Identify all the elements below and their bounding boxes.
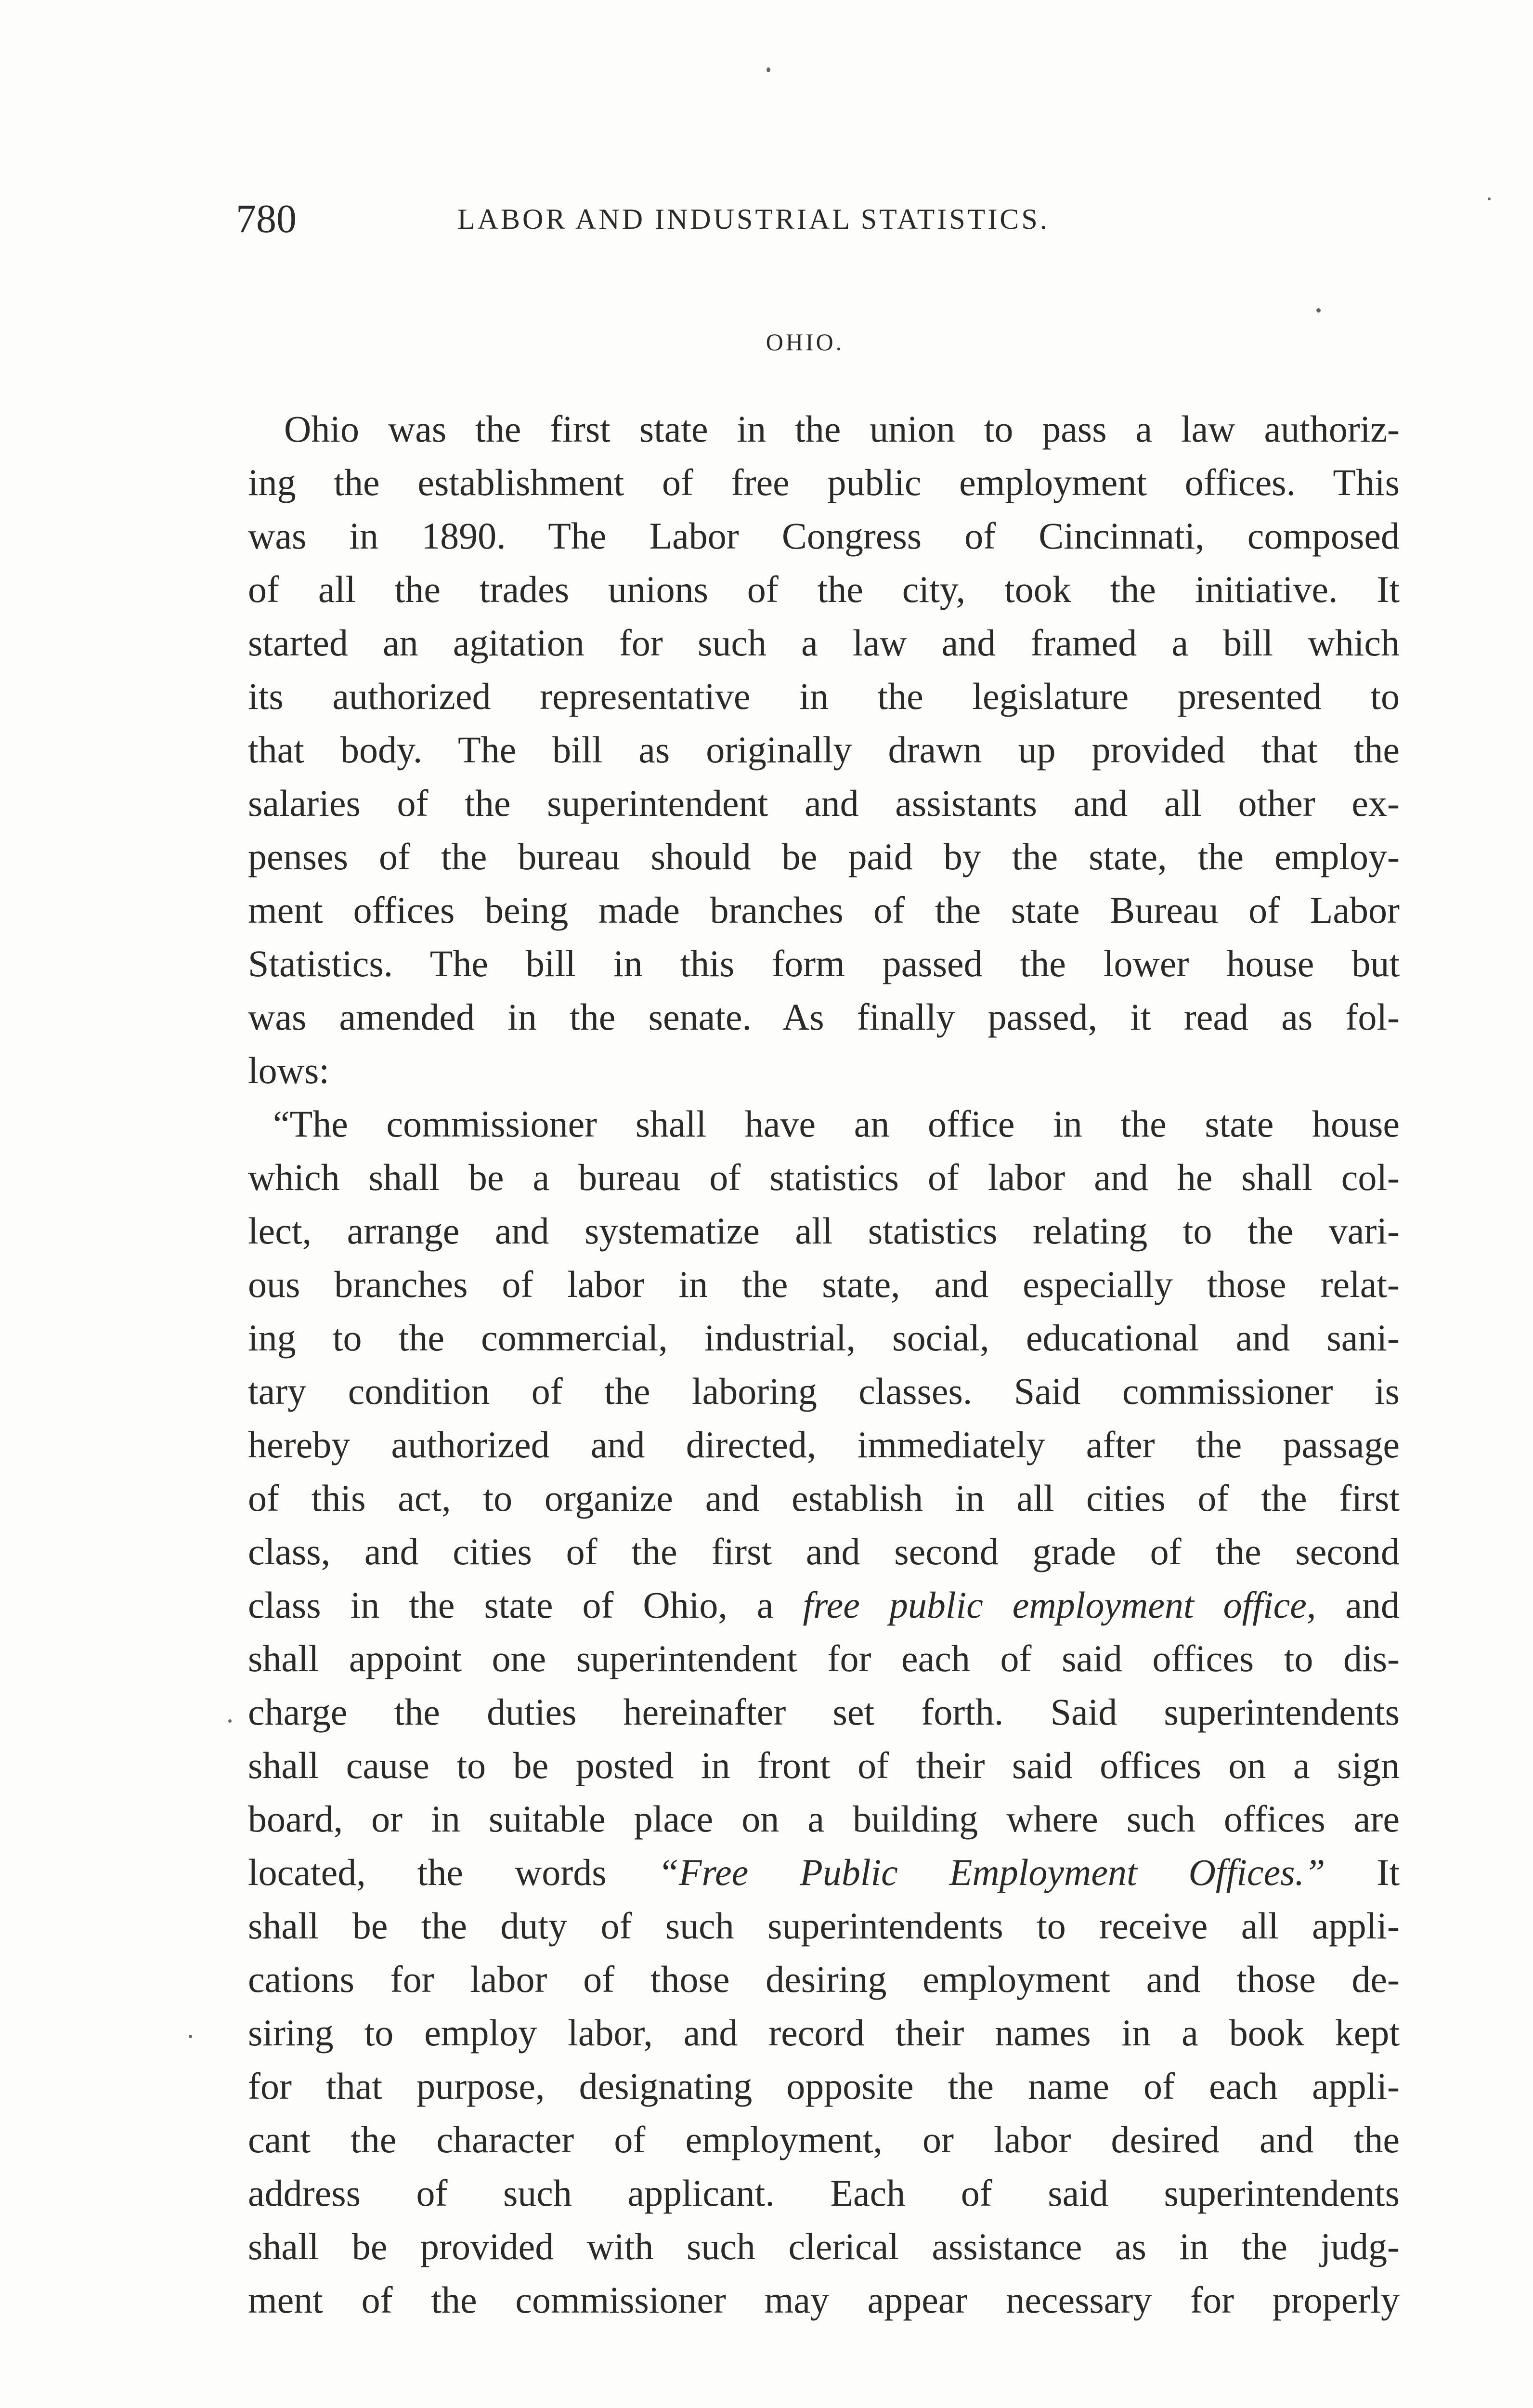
- section-heading: OHIO.: [766, 328, 844, 355]
- paper-speck: [1488, 197, 1491, 200]
- text-line: charge the duties hereinafter set forth. Said superintendents: [248, 1691, 1400, 1733]
- text-line: was in 1890. The Labor Congress of Cincinnati, composed: [248, 515, 1400, 557]
- italic-phrase: free public employment office,: [803, 1584, 1316, 1626]
- text-segment: It: [1377, 1851, 1400, 1893]
- text-line: penses of the bureau should be paid by the state, the employ-: [248, 836, 1400, 877]
- text-line: shall cause to be posted in front of their said offices on a sign: [248, 1744, 1400, 1786]
- paper-speck: [766, 67, 770, 72]
- text-line: of all the trades unions of the city, took the initiative. It: [248, 568, 1400, 610]
- paper-speck: [189, 2035, 192, 2038]
- text-line: its authorized representative in the legislature presented to: [248, 675, 1400, 717]
- paper-speck: [1316, 308, 1321, 313]
- text-line: tary condition of the laboring classes. Said commissioner is: [248, 1370, 1400, 1412]
- italic-phrase: “Free Public Employment Offices.”: [658, 1851, 1325, 1893]
- page-number: 780: [236, 196, 297, 241]
- text-segment: class in the state of Ohio, a: [248, 1584, 774, 1626]
- text-line: shall be the duty of such superintendents to receive all appli-: [248, 1905, 1400, 1947]
- text-line: ment offices being made branches of the state Bureau of Labor: [248, 889, 1400, 931]
- text-line-with-italic: [248, 1845, 1400, 1899]
- text-segment: located, the words: [248, 1851, 607, 1893]
- text-line: “The commissioner shall have an office in the state house: [273, 1103, 1400, 1145]
- text-line: class, and cities of the first and second grade of the second: [248, 1531, 1400, 1572]
- text-line: salaries of the superintendent and assistants and all other ex-: [248, 782, 1400, 824]
- text-line: started an agitation for such a law and framed a bill which: [248, 622, 1400, 664]
- text-line: ous branches of labor in the state, and especially those relat-: [248, 1263, 1400, 1305]
- text-line: ing the establishment of free public employment offices. This: [248, 461, 1400, 503]
- body-text: [248, 402, 1400, 2327]
- text-line: of this act, to organize and establish in all cities of the first: [248, 1477, 1400, 1519]
- text-line: for that purpose, designating opposite the name of each appli-: [248, 2065, 1400, 2107]
- text-line-with-italic: [248, 1578, 1400, 1632]
- text-line: cant the character of employment, or labor desired and the: [248, 2119, 1400, 2160]
- text-line: that body. The bill as originally drawn up provided that the: [248, 729, 1400, 771]
- running-header: [236, 193, 1401, 246]
- text-line: address of such applicant. Each of said superintendents: [248, 2172, 1400, 2214]
- text-line: hereby authorized and directed, immediately after the passage: [248, 1424, 1400, 1466]
- text-line: lect, arrange and systematize all statistics relating to the vari-: [248, 1210, 1400, 1252]
- text-segment: and: [1345, 1584, 1400, 1626]
- text-line: lows:: [248, 1049, 330, 1091]
- text-line: shall appoint one superintendent for each of said offices to dis-: [248, 1637, 1400, 1679]
- text-line: ment of the commissioner may appear necessary for properly: [248, 2279, 1400, 2321]
- text-line: board, or in suitable place on a building where such offices are: [248, 1798, 1400, 1840]
- text-line: which shall be a bureau of statistics of labor and he shall col-: [248, 1156, 1400, 1198]
- text-line: Ohio was the first state in the union to pass a law authoriz-: [284, 408, 1400, 450]
- text-line: siring to employ labor, and record their names in a book kept: [248, 2012, 1400, 2054]
- text-line: was amended in the senate. As finally passed, it read as fol-: [248, 996, 1400, 1038]
- running-title: LABOR AND INDUSTRIAL STATISTICS.: [457, 203, 1050, 235]
- paper-speck: [228, 1719, 232, 1723]
- text-line: shall be provided with such clerical assistance as in the judg-: [248, 2225, 1400, 2267]
- text-line: cations for labor of those desiring employment and those de-: [248, 1958, 1400, 2000]
- text-line: Statistics. The bill in this form passed the lower house but: [248, 942, 1400, 984]
- text-line: ing to the commercial, industrial, social, educational and sani-: [248, 1317, 1400, 1359]
